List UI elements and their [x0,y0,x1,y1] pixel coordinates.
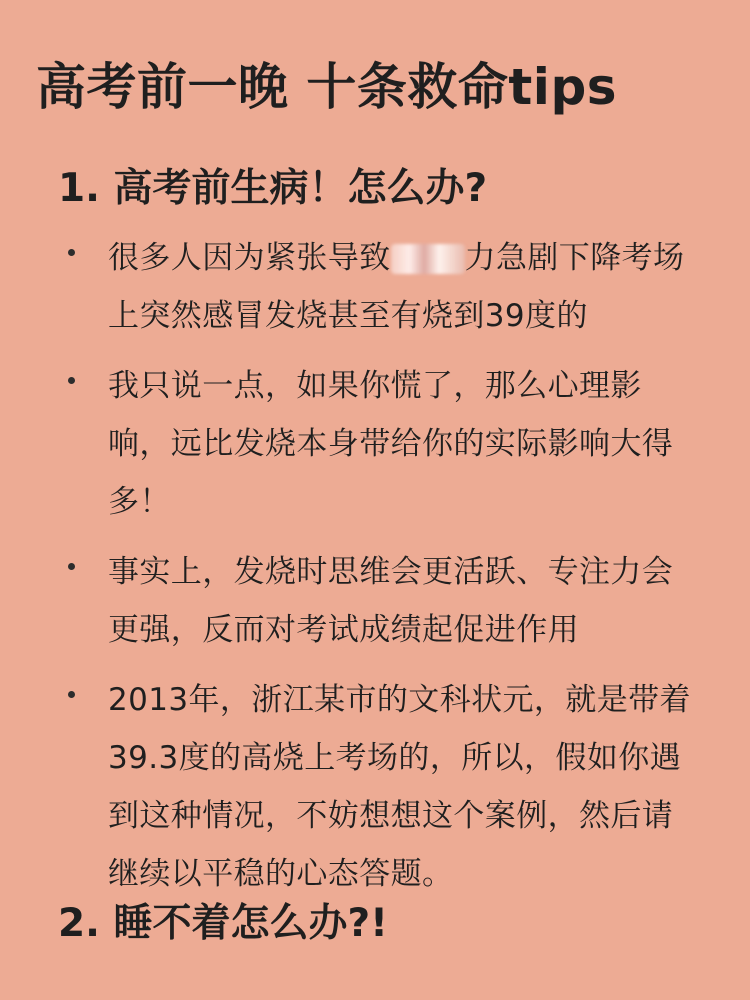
bullet-item [68,229,698,345]
section-heading: 1. 高考前生病！怎么办? [58,166,488,211]
next-section-heading: 2. 睡不着怎么办?! [58,901,388,946]
bullet-text: 我只说一点，如果你慌了，那么心理影响，远比发烧本身带给你的实际影响大得多！ [108,368,674,520]
bullet-text: 2013年，浙江某市的文科状元，就是带着39.3度的高烧上考场的，所以，假如你遇到这种情况，不妨想想这个案例，然后请继续以平稳的心态答题。 [108,682,691,892]
page-title: 高考前一晚 十条救命tips [36,58,617,116]
bullet-text [108,229,698,345]
bullet-dot-icon [68,249,75,256]
bullet-text-part: 力急剧下降考场上突然感冒发烧甚至有烧到39度的 [108,240,685,334]
blurred-text-mark [391,244,465,274]
bullet-dot-icon [68,563,75,570]
bullet-item [68,543,698,659]
bullet-dot-icon [68,377,75,384]
bullet-text-part: 很多人因为紧张导致 [108,240,391,276]
bullet-list [68,229,698,915]
bullet-dot-icon [68,691,75,698]
bullet-item [68,671,698,903]
bullet-item [68,357,698,531]
bullet-text: 事实上，发烧时思维会更活跃、专注力会更强，反而对考试成绩起促进作用 [108,554,674,648]
